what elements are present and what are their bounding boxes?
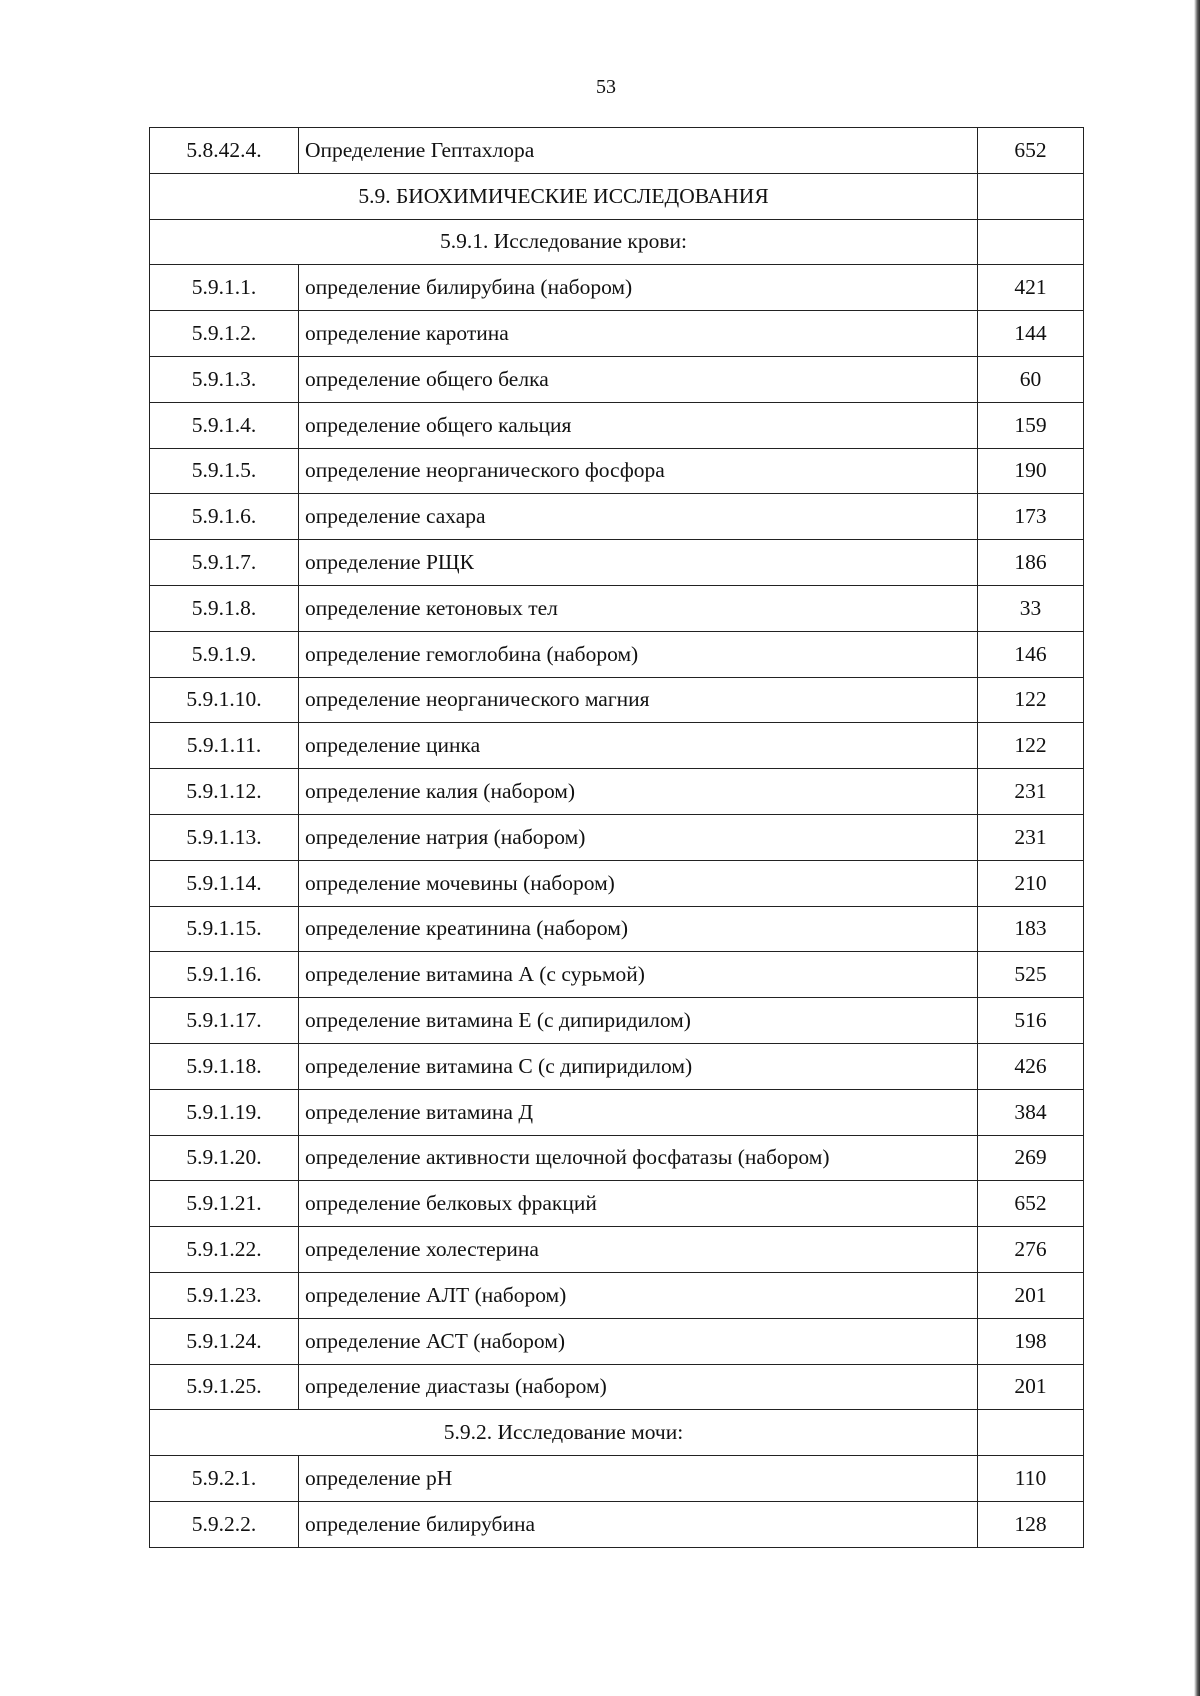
item-price: 210 — [978, 860, 1084, 906]
item-code: 5.9.1.20. — [150, 1135, 299, 1181]
table-row — [150, 265, 1084, 311]
table-row — [150, 906, 1084, 952]
scan-edge-shadow — [1194, 0, 1200, 1696]
item-code: 5.9.1.8. — [150, 585, 299, 631]
item-price: 652 — [978, 128, 1084, 174]
item-price: 201 — [978, 1272, 1084, 1318]
item-price: 33 — [978, 585, 1084, 631]
table-row — [150, 1089, 1084, 1135]
section-price-cell-empty — [978, 1410, 1084, 1456]
section-title: 5.9.1. Исследование крови: — [150, 219, 978, 265]
item-name: определение активности щелочной фосфатазы (набором) — [299, 1135, 978, 1181]
item-name: определение билирубина (набором) — [299, 265, 978, 311]
section-price-cell-empty — [978, 219, 1084, 265]
table-row — [150, 1227, 1084, 1273]
item-code: 5.9.2.2. — [150, 1501, 299, 1547]
page-number: 53 — [596, 76, 616, 98]
item-price: 276 — [978, 1227, 1084, 1273]
item-name: определение витамина С (с дипиридилом) — [299, 1043, 978, 1089]
item-name: определение АЛТ (набором) — [299, 1272, 978, 1318]
table-row — [150, 585, 1084, 631]
price-table-body — [150, 128, 1084, 1548]
item-price: 525 — [978, 952, 1084, 998]
section-title: 5.9.2. Исследование мочи: — [150, 1410, 978, 1456]
item-price: 122 — [978, 677, 1084, 723]
item-name: определение билирубина — [299, 1501, 978, 1547]
item-code: 5.9.1.21. — [150, 1181, 299, 1227]
item-code: 5.8.42.4. — [150, 128, 299, 174]
item-code: 5.9.2.1. — [150, 1456, 299, 1502]
item-name: определение АСТ (набором) — [299, 1318, 978, 1364]
table-row — [150, 1043, 1084, 1089]
item-name: определение гемоглобина (набором) — [299, 631, 978, 677]
table-row — [150, 1318, 1084, 1364]
item-price: 128 — [978, 1501, 1084, 1547]
item-name: определение мочевины (набором) — [299, 860, 978, 906]
table-row — [150, 311, 1084, 357]
item-price: 231 — [978, 814, 1084, 860]
item-name: определение холестерина — [299, 1227, 978, 1273]
section-price-cell-empty — [978, 173, 1084, 219]
item-price: 186 — [978, 540, 1084, 586]
item-name: определение неорганического фосфора — [299, 448, 978, 494]
table-row — [150, 723, 1084, 769]
item-code: 5.9.1.11. — [150, 723, 299, 769]
item-price: 516 — [978, 998, 1084, 1044]
table-row — [150, 860, 1084, 906]
item-name: определение рН — [299, 1456, 978, 1502]
item-code: 5.9.1.23. — [150, 1272, 299, 1318]
item-price: 146 — [978, 631, 1084, 677]
table-row — [150, 952, 1084, 998]
item-name: определение креатинина (набором) — [299, 906, 978, 952]
item-name: определение неорганического магния — [299, 677, 978, 723]
item-price: 426 — [978, 1043, 1084, 1089]
table-row — [150, 128, 1084, 174]
item-code: 5.9.1.16. — [150, 952, 299, 998]
item-price: 231 — [978, 769, 1084, 815]
item-code: 5.9.1.12. — [150, 769, 299, 815]
item-code: 5.9.1.3. — [150, 356, 299, 402]
item-price: 384 — [978, 1089, 1084, 1135]
table-row — [150, 448, 1084, 494]
item-code: 5.9.1.6. — [150, 494, 299, 540]
table-row — [150, 814, 1084, 860]
item-code: 5.9.1.19. — [150, 1089, 299, 1135]
item-code: 5.9.1.14. — [150, 860, 299, 906]
item-name: определение белковых фракций — [299, 1181, 978, 1227]
item-name: определение цинка — [299, 723, 978, 769]
item-price: 198 — [978, 1318, 1084, 1364]
item-name: определение натрия (набором) — [299, 814, 978, 860]
item-code: 5.9.1.24. — [150, 1318, 299, 1364]
item-name: определение калия (набором) — [299, 769, 978, 815]
item-price: 421 — [978, 265, 1084, 311]
item-code: 5.9.1.4. — [150, 402, 299, 448]
table-row — [150, 677, 1084, 723]
section-title: 5.9. БИОХИМИЧЕСКИЕ ИССЛЕДОВАНИЯ — [150, 173, 978, 219]
item-name: определение диастазы (набором) — [299, 1364, 978, 1410]
item-code: 5.9.1.7. — [150, 540, 299, 586]
item-price: 269 — [978, 1135, 1084, 1181]
table-row — [150, 1364, 1084, 1410]
item-price: 110 — [978, 1456, 1084, 1502]
item-code: 5.9.1.1. — [150, 265, 299, 311]
table-row — [150, 1272, 1084, 1318]
item-code: 5.9.1.13. — [150, 814, 299, 860]
table-row — [150, 1181, 1084, 1227]
table-row — [150, 494, 1084, 540]
section-header-row — [150, 219, 1084, 265]
item-price: 190 — [978, 448, 1084, 494]
table-row — [150, 1501, 1084, 1547]
item-code: 5.9.1.5. — [150, 448, 299, 494]
item-code: 5.9.1.22. — [150, 1227, 299, 1273]
item-code: 5.9.1.25. — [150, 1364, 299, 1410]
item-price: 652 — [978, 1181, 1084, 1227]
item-name: определение общего кальция — [299, 402, 978, 448]
table-row — [150, 998, 1084, 1044]
item-name: определение каротина — [299, 311, 978, 357]
item-price: 173 — [978, 494, 1084, 540]
table-row — [150, 402, 1084, 448]
item-name: определение витамина Д — [299, 1089, 978, 1135]
table-row — [150, 540, 1084, 586]
section-header-row — [150, 173, 1084, 219]
item-price: 159 — [978, 402, 1084, 448]
table-row — [150, 769, 1084, 815]
item-name: определение РЩК — [299, 540, 978, 586]
item-price: 60 — [978, 356, 1084, 402]
item-price: 122 — [978, 723, 1084, 769]
item-code: 5.9.1.9. — [150, 631, 299, 677]
item-code: 5.9.1.18. — [150, 1043, 299, 1089]
item-code: 5.9.1.17. — [150, 998, 299, 1044]
table-row — [150, 631, 1084, 677]
item-name: Определение Гептахлора — [299, 128, 978, 174]
item-name: определение кетоновых тел — [299, 585, 978, 631]
price-table — [149, 127, 1084, 1548]
item-code: 5.9.1.2. — [150, 311, 299, 357]
table-row — [150, 356, 1084, 402]
item-name: определение витамина А (с сурьмой) — [299, 952, 978, 998]
item-price: 144 — [978, 311, 1084, 357]
item-price: 201 — [978, 1364, 1084, 1410]
item-code: 5.9.1.15. — [150, 906, 299, 952]
section-header-row — [150, 1410, 1084, 1456]
table-row — [150, 1456, 1084, 1502]
item-name: определение витамина Е (с дипиридилом) — [299, 998, 978, 1044]
item-code: 5.9.1.10. — [150, 677, 299, 723]
item-name: определение сахара — [299, 494, 978, 540]
table-row — [150, 1135, 1084, 1181]
item-price: 183 — [978, 906, 1084, 952]
item-name: определение общего белка — [299, 356, 978, 402]
